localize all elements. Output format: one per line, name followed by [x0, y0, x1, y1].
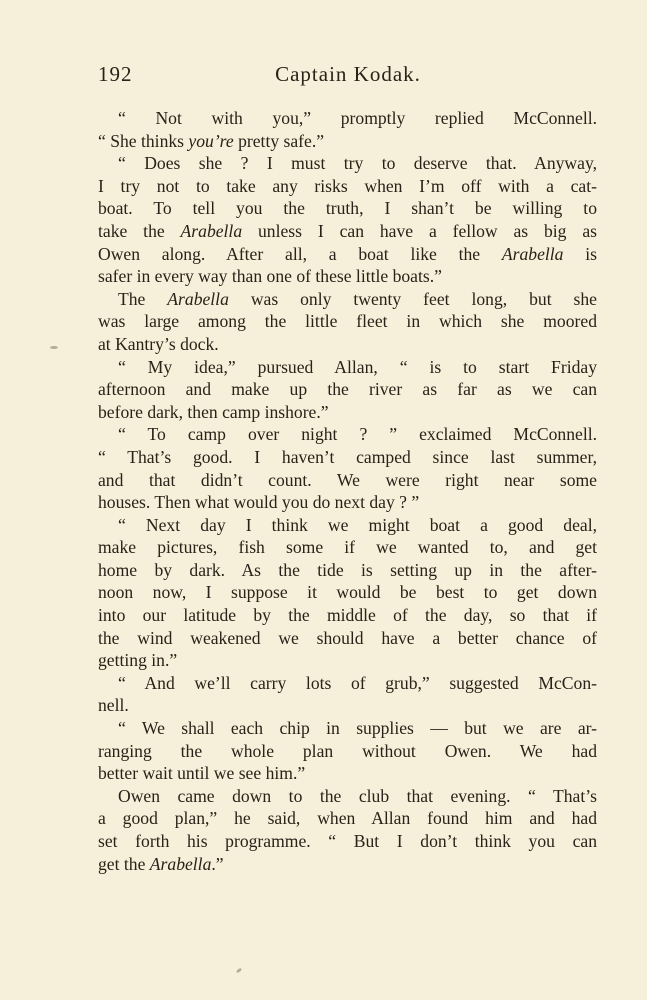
text-line: Owen came down to the club that evening. “ That’s	[118, 785, 597, 806]
paper-speck	[236, 967, 243, 973]
text-line: “ Next day I think we might boat a good deal,	[118, 514, 597, 535]
italic-text: Arabella	[149, 853, 212, 874]
text-line: safer in every way than one of these little boats.”	[98, 266, 442, 287]
text-line: “ Does she ? I must try to deserve that. Anyway,	[118, 153, 597, 174]
text-line: I try not to take any risks when I’m off with a cat-	[98, 175, 597, 196]
text-line: home by dark. As the tide is setting up in the after-	[98, 559, 597, 580]
text-line: set forth his programme. “ But I don’t think you can	[98, 831, 597, 851]
page-header	[98, 62, 598, 92]
text-line: Owen along. After all, a boat like the Arabella is	[98, 243, 597, 264]
text-line: ranging the whole plan without Owen. We had	[98, 740, 597, 761]
text-line: get the Arabella.”	[98, 853, 224, 874]
italic-text: Arabella	[180, 220, 243, 241]
text-line: afternoon and make up the river as far as we can	[98, 379, 597, 400]
text-line: “ She thinks you’re pretty safe.”	[98, 130, 325, 151]
text-line: a good plan,” he said, when Allan found him and had	[98, 808, 597, 829]
running-head: Captain Kodak.	[275, 62, 421, 86]
italic-text: Arabella	[167, 288, 229, 309]
text-line: was large among the little fleet in which she moored	[98, 311, 597, 332]
text-line: “ My idea,” pursued Allan, “ is to start Friday	[118, 356, 597, 377]
text-line: before dark, then camp inshore.”	[98, 401, 329, 422]
text-line: and that didn’t count. We were right near some	[98, 469, 597, 490]
text-line: getting in.”	[98, 650, 178, 671]
text-line: at Kantry’s dock.	[98, 333, 219, 354]
text-line: The Arabella was only twenty feet long, but she	[118, 288, 597, 309]
text-line: nell.	[98, 695, 129, 716]
text-line: into our latitude by the middle of the day, so that if	[98, 605, 597, 626]
paper-speck	[50, 346, 58, 349]
text-line: “ That’s good. I haven’t camped since last summer,	[98, 446, 597, 467]
italic-text: Arabella	[501, 243, 564, 264]
text-line: better wait until we see him.”	[98, 763, 306, 784]
text-line: “ And we’ll carry lots of grub,” suggested McCon-	[118, 672, 597, 693]
text-line: houses. Then what would you do next day ? ”	[98, 492, 420, 513]
text-line: make pictures, fish some if we wanted to, and get	[98, 537, 597, 558]
page-number: 192	[98, 62, 133, 86]
text-line: “ Not with you,” promptly replied McConnell.	[118, 108, 597, 128]
text-line: noon now, I suppose it would be best to get down	[98, 582, 597, 603]
text-line: take the Arabella unless I can have a fellow as big as	[98, 220, 597, 241]
text-line: boat. To tell you the truth, I shan’t be willing to	[98, 198, 597, 219]
text-line: “ To camp over night ? ” exclaimed McConnell.	[118, 424, 597, 445]
italic-text: you’re	[188, 130, 234, 151]
text-line: the wind weakened we should have a better chance of	[98, 627, 597, 648]
text-line: “ We shall each chip in supplies — but we are ar-	[118, 718, 597, 739]
body-text	[98, 107, 597, 875]
